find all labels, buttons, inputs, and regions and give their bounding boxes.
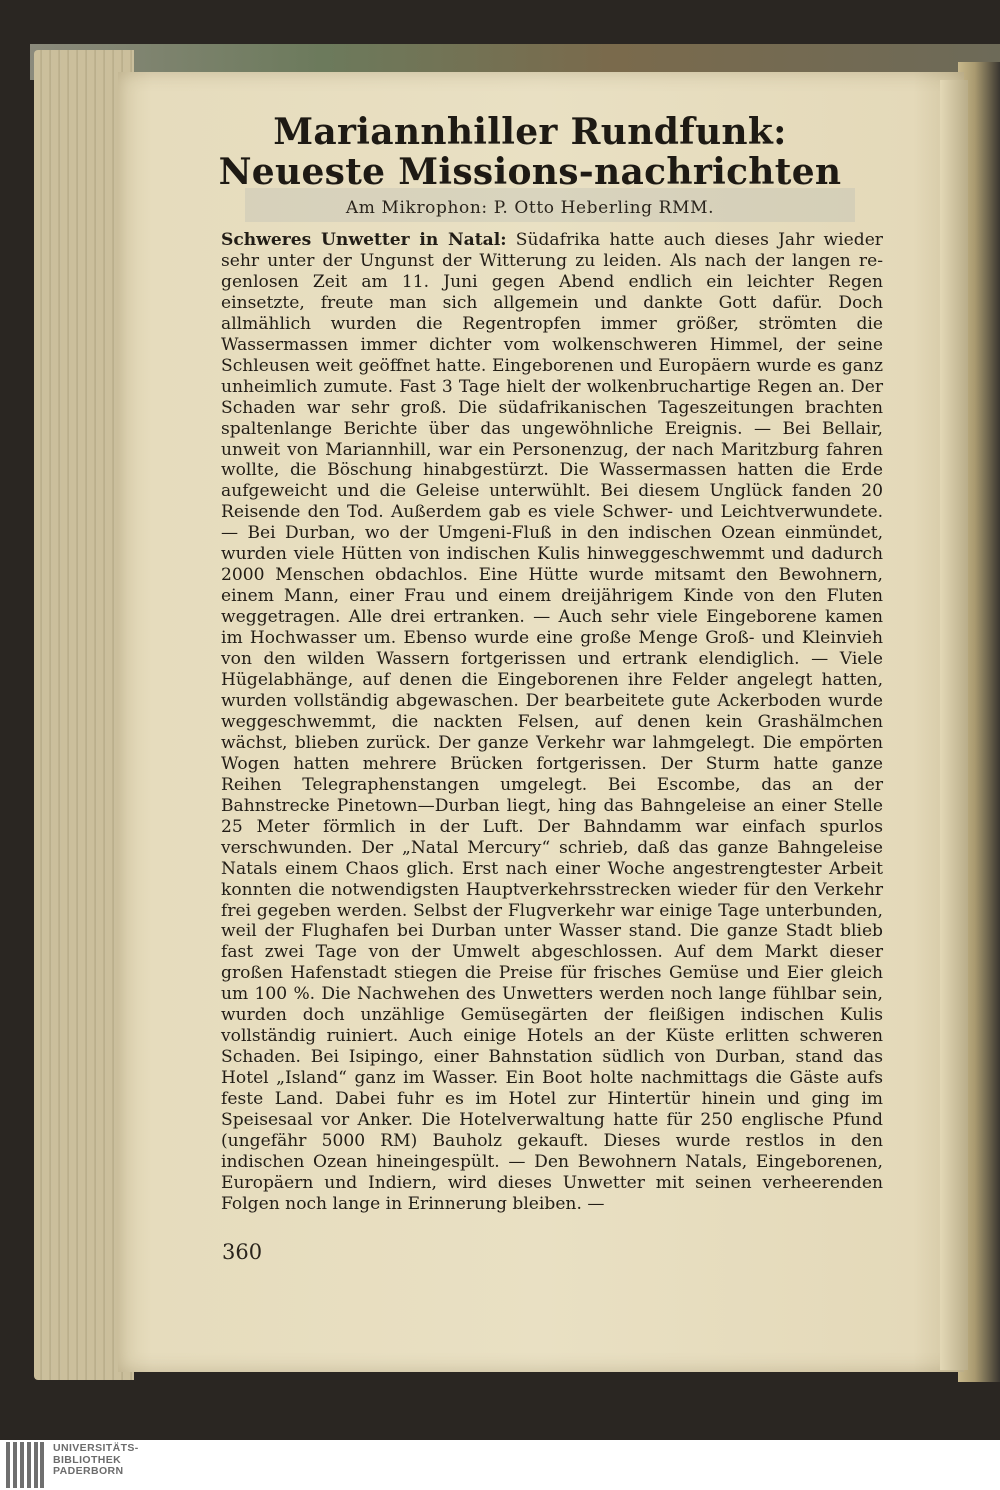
library-logo-icon — [6, 1442, 44, 1488]
page-number: 360 — [222, 1240, 263, 1264]
library-footer — [0, 1440, 1000, 1490]
article-paragraph — [221, 230, 883, 1215]
article-body — [221, 230, 883, 1215]
article-title: Mariannhiller Rundfunk: Neueste Missions-nachrichten — [218, 111, 842, 193]
library-name-line1: UNIVERSITÄTS- — [53, 1442, 139, 1454]
article-byline: Am Mikrophon: P. Otto Heberling RMM. — [345, 198, 715, 218]
library-name-line2: BIBLIOTHEK — [53, 1453, 122, 1466]
article-lead: Schweres Unwetter in Natal: — [221, 230, 507, 250]
article-text: Südafrika hatte auch dieses Jahr wieder sehr unter der Ungunst der Witterung zu leiden. Als nach der langen regenlosen Zeit am 11. Juni gegen Abend endlich ein leichter Regen einsetzte, freute man sich allgemein und dankte Gott dafür. Doch allmählich wurden die Regentropfen immer größer, strömten die Wassermassen immer dichter vom wolkenschweren Himmel, der seine Schleusen weit geöffnet hatte. Eingeborenen und Europäern wurde es ganz unheimlich zumute. Fast 3 Tage hielt der wolkenbruchartige Regen an. Der Schaden war sehr groß. Die südafrikanischen Tageszeitungen brachten spaltenlange Berichte über das ungewöhnliche Ereignis. — Bei Bellair, unweit von Mariannhill, war ein Personenzug, der nach Maritzburg fahren wollte, die Böschung hinabgestürzt. Die Wassermassen hatten die Erde aufgeweicht und die Geleise unterwühlt. Bei diesem Unglück fanden 20 Reisende den Tod. Außerdem gab es viele Schwer- und Leichtverwundete. — Bei Durban, wo der Umgeni-Fluß in den indischen Ozean einmündet, wurden viele Hütten von indischen Kulis hinweggeschwemmt und dadurch 2000 Menschen obdachlos. Eine Hütte wurde mitsamt den Bewohnern, einem Mann, einer Frau und einem dreijährigem Kinde von den Fluten weggetragen. Alle drei ertranken. — Auch sehr viele Eingeborene kamen im Hochwasser um. Ebenso wurde eine große Menge Groß- und Kleinvieh von den wilden Wassern fortgerissen und ertrank elendiglich. — Viele Hügelabhänge, auf denen die Eingeborenen ihre Felder angelegt hatten, wurden vollständig abgewaschen. Der bearbeitete gute Ackerboden wurde weggeschwemmt, die nackten Felsen, auf denen kein Grashälmchen wächst, blieben zurück. Der ganze Verkehr war lahmgelegt. Die empörten Wogen hatten mehrere Brücken fortgerissen. Der Sturm hatte ganze Reihen Telegraphenstangen umgelegt. Bei Escombe, das an der Bahnstrecke Pinetown—Durban liegt, hing das Bahngeleise an einer Stelle 25 Meter förmlich in der Luft. Der Bahndamm war einfach spurlos verschwunden. Der „Natal Mercury“ schrieb, daß das ganze Bahngeleise Natals einem Chaos glich. Erst nach einer Woche angestrengtester Arbeit konnten die notwendigsten Hauptverkehrsstrecken wieder für den Verkehr frei gegeben werden. Selbst der Flugverkehr war einige Tage unterbunden, weil der Flughafen bei Durban unter Wasser stand. Die ganze Stadt blieb fast zwei Tage von der Umwelt abgeschlossen. Auf dem Markt dieser großen Hafenstadt stiegen die Preise für frisches Gemüse und Eier gleich um 100 %. Die Nachwehen des Unwetters werden noch lange fühlbar sein, wurden doch unzählige Gemüsegärten der fleißigen indischen Kulis vollständig ruiniert. Auch einige Hotels an der Küste erlitten schweren Schaden. Bei Isipingo, einer Bahnstation südlich von Durban, stand das Hotel „Island“ ganz im Wasser. Ein Boot holte nachmittags die Gäste aufs feste Land. Dabei fuhr es im Hotel zur Hintertür hinein und ging im Speisesaal vor Anker. Die Hotelverwaltung hatte für 250 englische Pfund (ungefähr 5000 RM) Bauholz gekauft. Dieses wurde restlos in den indischen Ozean hineingespült. — Den Bewohnern Natals, Eingeborenen, Europäern und Indiern, wird dieses Unwetter mit seinen verheerenden Folgen noch lange in Erinnerung bleiben. — — [221, 230, 883, 1214]
page-gutter — [940, 80, 968, 1370]
library-name-line3: PADERBORN — [53, 1465, 124, 1477]
library-name — [53, 1443, 139, 1478]
